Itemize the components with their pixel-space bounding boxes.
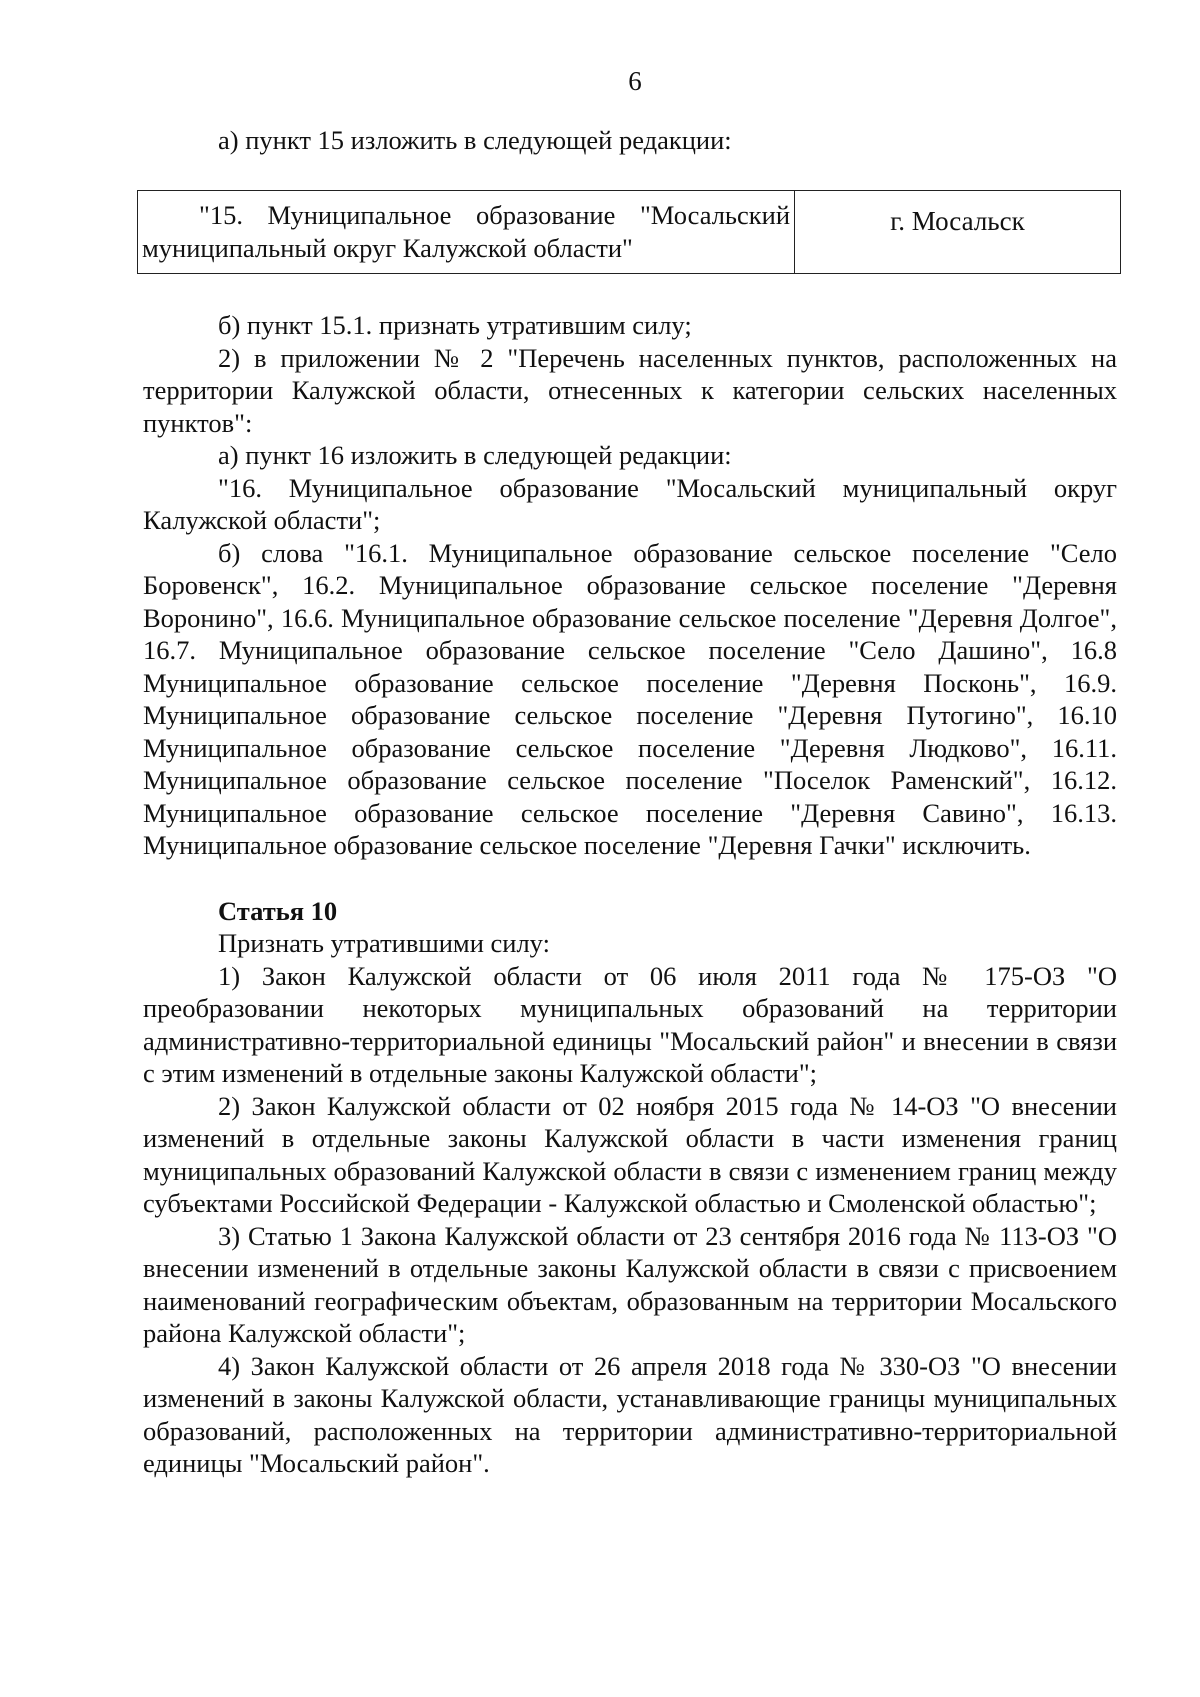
intro-section xyxy=(143,124,1117,157)
table-cell-entity: "15. Муниципальное образование "Мосальский муниципальный округ Калужской области" xyxy=(138,191,795,274)
paragraph: 2) в приложении № 2 "Перечень населенных пунктов, расположенных на территории Калужской области, отнесенных к категории сельских населенных пунктов": xyxy=(143,342,1117,438)
document-body xyxy=(143,309,1117,1480)
section-gap xyxy=(143,862,1117,895)
paragraph: б) слова "16.1. Муниципальное образование сельское поселение "Село Боровенск", 16.2. Муниципальное образование сельское поселение "Деревня Воронино", 16.6. Муниципальное образование сельское поселение "Деревня Долгое", 16.7. Муниципальное образование сельское поселение "Село Дашино", 16.8 Муниципальное образование сельское поселение "Деревня Посконь", 16.9. Муниципальное образование сельское поселение "Деревня Путогино", 16.10 Муниципальное образование сельское поселение "Деревня Людково", 16.11. Муниципальное образование сельское поселение "Поселок Раменский", 16.12. Муниципальное образование сельское поселение "Деревня Савино", 16.13. Муниципальное образование сельское поселение "Деревня Гачки" исключить. xyxy=(143,537,1117,860)
table-row xyxy=(138,191,1121,274)
article-item: 1) Закон Калужской области от 06 июля 2011 года № 175-ОЗ "О преобразовании некоторых муниципальных образований на территории административно-территориальной единицы "Мосальский район" и внесении в связи с этим изменений в отдельные законы Калужской области"; xyxy=(143,960,1117,1088)
paragraph: "16. Муниципальное образование "Мосальский муниципальный округ Калужской области"; xyxy=(143,472,1117,535)
amendment-table xyxy=(137,190,1121,274)
intro-paragraph: а) пункт 15 изложить в следующей редакции: xyxy=(218,125,732,155)
article-item: 4) Закон Калужской области от 26 апреля 2018 года № 330-ОЗ "О внесении изменений в законы Калужской области, устанавливающие границы муниципальных образований, расположенных на территории административно-территориальной единицы "Мосальский район". xyxy=(143,1350,1117,1478)
article-item: 2) Закон Калужской области от 02 ноября 2015 года № 14-ОЗ "О внесении изменений в отдельные законы Калужской области в части изменения границ муниципальных образований Калужской области в связи с изменением границ между субъектами Российской Федерации - Калужской областью и Смоленской областью"; xyxy=(143,1090,1117,1218)
paragraph: а) пункт 16 изложить в следующей редакции: xyxy=(218,440,732,470)
article-heading: Статья 10 xyxy=(218,895,338,926)
page-number: 6 xyxy=(628,66,642,96)
article-item: 3) Статью 1 Закона Калужской области от 23 сентября 2016 года № 113-ОЗ "О внесении изменений в отдельные законы Калужской области в связи с присвоением наименований географическим объектам, образованным на территории Мосальского района Калужской области"; xyxy=(143,1220,1117,1348)
article-lead: Признать утратившими силу: xyxy=(218,928,550,958)
paragraph: б) пункт 15.1. признать утратившим силу; xyxy=(218,310,692,340)
table-cell-center: г. Мосальск xyxy=(795,191,1121,274)
